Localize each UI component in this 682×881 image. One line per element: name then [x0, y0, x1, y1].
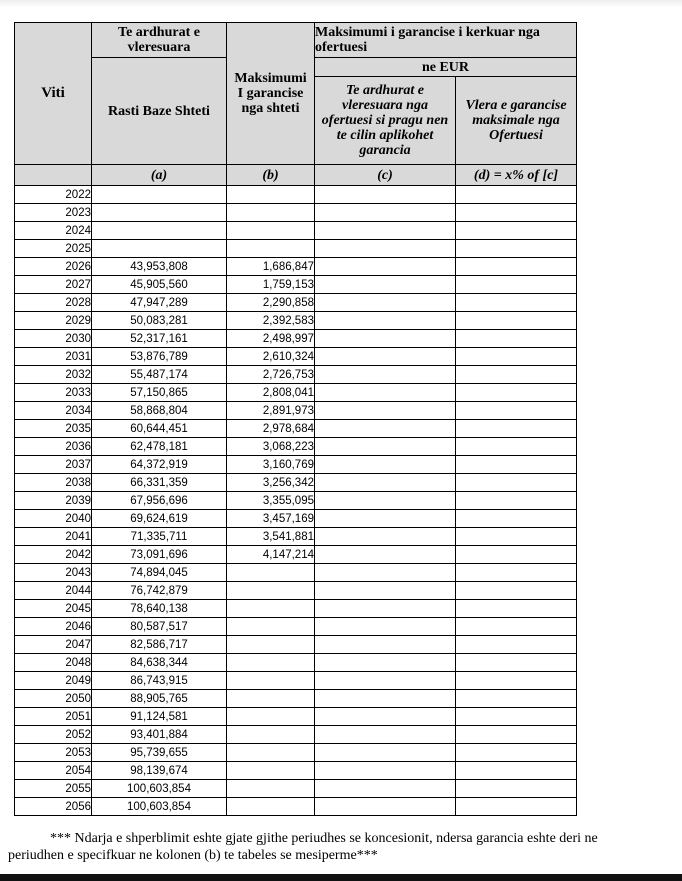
- rasti-baze-cell: 73,091,696: [92, 546, 227, 564]
- table-row: [15, 528, 577, 546]
- header-te-ardhurat-group: Te ardhurat e vleresuara: [92, 23, 227, 58]
- maksimumi-shteti-cell: [227, 726, 315, 744]
- rasti-baze-cell: 100,603,854: [92, 798, 227, 816]
- ofertuesi-guarantee-cell: [456, 654, 577, 672]
- maksimumi-shteti-cell: 2,610,324: [227, 348, 315, 366]
- ofertuesi-guarantee-cell: [456, 366, 577, 384]
- ofertuesi-threshold-cell: [315, 402, 456, 420]
- year-cell: 2051: [15, 708, 92, 726]
- table-row: [15, 708, 577, 726]
- table-row: [15, 294, 577, 312]
- rasti-baze-cell: 95,739,655: [92, 744, 227, 762]
- maksimumi-shteti-cell: 2,392,583: [227, 312, 315, 330]
- table-body: [15, 186, 577, 816]
- ofertuesi-threshold-cell: [315, 258, 456, 276]
- ofertuesi-threshold-cell: [315, 708, 456, 726]
- ofertuesi-threshold-cell: [315, 690, 456, 708]
- year-cell: 2029: [15, 312, 92, 330]
- bottom-bar: [0, 874, 682, 881]
- maksimumi-shteti-cell: 3,355,095: [227, 492, 315, 510]
- table-row: [15, 690, 577, 708]
- maksimumi-shteti-cell: [227, 204, 315, 222]
- ofertuesi-guarantee-cell: [456, 348, 577, 366]
- maksimumi-shteti-cell: [227, 564, 315, 582]
- year-cell: 2045: [15, 600, 92, 618]
- ofertuesi-threshold-cell: [315, 654, 456, 672]
- rasti-baze-cell: 80,587,517: [92, 618, 227, 636]
- ofertuesi-threshold-cell: [315, 204, 456, 222]
- table-row: [15, 438, 577, 456]
- table-row: [15, 240, 577, 258]
- ofertuesi-threshold-cell: [315, 474, 456, 492]
- table-row: [15, 780, 577, 798]
- maksimumi-shteti-cell: 2,978,684: [227, 420, 315, 438]
- maksimumi-shteti-cell: [227, 600, 315, 618]
- maksimumi-shteti-cell: 2,891,973: [227, 402, 315, 420]
- rasti-baze-cell: 60,644,451: [92, 420, 227, 438]
- header-label-b: (b): [227, 165, 315, 186]
- header-currency: ne EUR: [315, 58, 577, 77]
- header-col-d: Vlera e garancise maksimale nga Ofertuesi: [456, 77, 577, 165]
- maksimumi-shteti-cell: [227, 636, 315, 654]
- footnote: *** Ndarja e shperblimit eshte gjate gjithe periudhes se koncesionit, ndersa garancia eshte deri ne periudhen e specifkuar ne kolonen (b) te tabeles se mesiperme***: [8, 831, 598, 863]
- ofertuesi-threshold-cell: [315, 564, 456, 582]
- ofertuesi-threshold-cell: [315, 600, 456, 618]
- rasti-baze-cell: 50,083,281: [92, 312, 227, 330]
- maksimumi-shteti-cell: 4,147,214: [227, 546, 315, 564]
- ofertuesi-guarantee-cell: [456, 438, 577, 456]
- rasti-baze-cell: 57,150,865: [92, 384, 227, 402]
- ofertuesi-guarantee-cell: [456, 402, 577, 420]
- ofertuesi-guarantee-cell: [456, 690, 577, 708]
- ofertuesi-guarantee-cell: [456, 708, 577, 726]
- ofertuesi-guarantee-cell: [456, 492, 577, 510]
- rasti-baze-cell: 74,894,045: [92, 564, 227, 582]
- table-row: [15, 654, 577, 672]
- rasti-baze-cell: 78,640,138: [92, 600, 227, 618]
- year-cell: 2025: [15, 240, 92, 258]
- table-row: [15, 204, 577, 222]
- ofertuesi-guarantee-cell: [456, 456, 577, 474]
- rasti-baze-cell: 82,586,717: [92, 636, 227, 654]
- maksimumi-shteti-cell: 3,256,342: [227, 474, 315, 492]
- maksimumi-shteti-cell: [227, 690, 315, 708]
- year-cell: 2047: [15, 636, 92, 654]
- year-cell: 2054: [15, 762, 92, 780]
- table-row: [15, 546, 577, 564]
- maksimumi-shteti-cell: 2,498,997: [227, 330, 315, 348]
- ofertuesi-threshold-cell: [315, 294, 456, 312]
- year-cell: 2031: [15, 348, 92, 366]
- header-label-d: (d) = x% of [c]: [456, 165, 577, 186]
- year-cell: 2046: [15, 618, 92, 636]
- maksimumi-shteti-cell: 3,068,223: [227, 438, 315, 456]
- rasti-baze-cell: [92, 222, 227, 240]
- rasti-baze-cell: 43,953,808: [92, 258, 227, 276]
- ofertuesi-threshold-cell: [315, 798, 456, 816]
- ofertuesi-threshold-cell: [315, 240, 456, 258]
- ofertuesi-threshold-cell: [315, 384, 456, 402]
- table-row: [15, 600, 577, 618]
- table-row: [15, 492, 577, 510]
- maksimumi-shteti-cell: [227, 222, 315, 240]
- year-cell: 2043: [15, 564, 92, 582]
- rasti-baze-cell: 66,331,359: [92, 474, 227, 492]
- ofertuesi-threshold-cell: [315, 510, 456, 528]
- rasti-baze-cell: 58,868,804: [92, 402, 227, 420]
- year-cell: 2055: [15, 780, 92, 798]
- rasti-baze-cell: 69,624,619: [92, 510, 227, 528]
- year-cell: 2023: [15, 204, 92, 222]
- ofertuesi-threshold-cell: [315, 672, 456, 690]
- rasti-baze-cell: 55,487,174: [92, 366, 227, 384]
- ofertuesi-guarantee-cell: [456, 564, 577, 582]
- year-cell: 2044: [15, 582, 92, 600]
- year-cell: 2032: [15, 366, 92, 384]
- year-cell: 2048: [15, 654, 92, 672]
- table-row: [15, 186, 577, 204]
- ofertuesi-guarantee-cell: [456, 726, 577, 744]
- table-row: [15, 618, 577, 636]
- rasti-baze-cell: 100,603,854: [92, 780, 227, 798]
- year-cell: 2052: [15, 726, 92, 744]
- ofertuesi-guarantee-cell: [456, 294, 577, 312]
- year-cell: 2049: [15, 672, 92, 690]
- year-cell: 2026: [15, 258, 92, 276]
- maksimumi-shteti-cell: [227, 240, 315, 258]
- ofertuesi-guarantee-cell: [456, 672, 577, 690]
- table-row: [15, 348, 577, 366]
- year-cell: 2038: [15, 474, 92, 492]
- year-cell: 2024: [15, 222, 92, 240]
- maksimumi-shteti-cell: [227, 798, 315, 816]
- maksimumi-shteti-cell: 3,457,169: [227, 510, 315, 528]
- year-cell: 2030: [15, 330, 92, 348]
- rasti-baze-cell: [92, 204, 227, 222]
- ofertuesi-threshold-cell: [315, 528, 456, 546]
- table-row: [15, 456, 577, 474]
- ofertuesi-guarantee-cell: [456, 384, 577, 402]
- maksimumi-shteti-cell: 2,726,753: [227, 366, 315, 384]
- ofertuesi-threshold-cell: [315, 780, 456, 798]
- ofertuesi-guarantee-cell: [456, 636, 577, 654]
- table-row: [15, 672, 577, 690]
- ofertuesi-guarantee-cell: [456, 528, 577, 546]
- year-cell: 2053: [15, 744, 92, 762]
- year-cell: 2037: [15, 456, 92, 474]
- maksimumi-shteti-cell: [227, 654, 315, 672]
- table-row: [15, 384, 577, 402]
- ofertuesi-threshold-cell: [315, 312, 456, 330]
- maksimumi-shteti-cell: 3,160,769: [227, 456, 315, 474]
- year-cell: 2028: [15, 294, 92, 312]
- ofertuesi-threshold-cell: [315, 222, 456, 240]
- year-cell: 2042: [15, 546, 92, 564]
- rasti-baze-cell: 52,317,161: [92, 330, 227, 348]
- header-viti: Viti: [15, 23, 92, 165]
- table-row: [15, 726, 577, 744]
- ofertuesi-guarantee-cell: [456, 510, 577, 528]
- table-row: [15, 420, 577, 438]
- ofertuesi-threshold-cell: [315, 456, 456, 474]
- rasti-baze-cell: 76,742,879: [92, 582, 227, 600]
- maksimumi-shteti-cell: [227, 582, 315, 600]
- table-row: [15, 762, 577, 780]
- ofertuesi-threshold-cell: [315, 582, 456, 600]
- ofertuesi-guarantee-cell: [456, 240, 577, 258]
- maksimumi-shteti-cell: 3,541,881: [227, 528, 315, 546]
- ofertuesi-guarantee-cell: [456, 330, 577, 348]
- rasti-baze-cell: 53,876,789: [92, 348, 227, 366]
- maksimumi-shteti-cell: [227, 708, 315, 726]
- rasti-baze-cell: 84,638,344: [92, 654, 227, 672]
- ofertuesi-guarantee-cell: [456, 780, 577, 798]
- table-row: [15, 510, 577, 528]
- maksimumi-shteti-cell: [227, 186, 315, 204]
- ofertuesi-guarantee-cell: [456, 474, 577, 492]
- ofertuesi-guarantee-cell: [456, 222, 577, 240]
- rasti-baze-cell: 86,743,915: [92, 672, 227, 690]
- maksimumi-shteti-cell: [227, 672, 315, 690]
- maksimumi-shteti-cell: 2,808,041: [227, 384, 315, 402]
- ofertuesi-threshold-cell: [315, 366, 456, 384]
- ofertuesi-threshold-cell: [315, 762, 456, 780]
- table-row: [15, 330, 577, 348]
- year-cell: 2039: [15, 492, 92, 510]
- rasti-baze-cell: 45,905,560: [92, 276, 227, 294]
- table-row: [15, 276, 577, 294]
- header-maksimumi-shteti: Maksimumi I garancise nga shteti: [227, 23, 315, 165]
- year-cell: 2040: [15, 510, 92, 528]
- ofertuesi-threshold-cell: [315, 636, 456, 654]
- table-row: [15, 636, 577, 654]
- year-cell: 2027: [15, 276, 92, 294]
- ofertuesi-threshold-cell: [315, 744, 456, 762]
- table-row: [15, 582, 577, 600]
- rasti-baze-cell: 47,947,289: [92, 294, 227, 312]
- table-row: [15, 744, 577, 762]
- header-label-c: (c): [315, 165, 456, 186]
- rasti-baze-cell: 88,905,765: [92, 690, 227, 708]
- maksimumi-shteti-cell: [227, 618, 315, 636]
- header-col-c: Te ardhurat e vleresuara nga ofertuesi si pragu nen te cilin aplikohet garancia: [315, 77, 456, 165]
- year-cell: 2033: [15, 384, 92, 402]
- rasti-baze-cell: 71,335,711: [92, 528, 227, 546]
- rasti-baze-cell: [92, 240, 227, 258]
- ofertuesi-threshold-cell: [315, 330, 456, 348]
- table-row: [15, 564, 577, 582]
- header-rasti-baze: Rasti Baze Shteti: [92, 58, 227, 165]
- table-row: [15, 258, 577, 276]
- maksimumi-shteti-cell: 1,759,153: [227, 276, 315, 294]
- ofertuesi-guarantee-cell: [456, 312, 577, 330]
- ofertuesi-threshold-cell: [315, 420, 456, 438]
- maksimumi-shteti-cell: 2,290,858: [227, 294, 315, 312]
- year-cell: 2034: [15, 402, 92, 420]
- rasti-baze-cell: 98,139,674: [92, 762, 227, 780]
- year-cell: 2041: [15, 528, 92, 546]
- rasti-baze-cell: [92, 186, 227, 204]
- ofertuesi-guarantee-cell: [456, 186, 577, 204]
- guarantee-table: [14, 22, 577, 816]
- table-row: [15, 474, 577, 492]
- ofertuesi-guarantee-cell: [456, 546, 577, 564]
- maksimumi-shteti-cell: [227, 744, 315, 762]
- ofertuesi-guarantee-cell: [456, 744, 577, 762]
- ofertuesi-guarantee-cell: [456, 420, 577, 438]
- ofertuesi-guarantee-cell: [456, 276, 577, 294]
- table-row: [15, 366, 577, 384]
- ofertuesi-guarantee-cell: [456, 798, 577, 816]
- year-cell: 2036: [15, 438, 92, 456]
- table-row: [15, 798, 577, 816]
- ofertuesi-threshold-cell: [315, 186, 456, 204]
- table-row: [15, 222, 577, 240]
- header-label-a: (a): [92, 165, 227, 186]
- header-label-viti: [15, 165, 92, 186]
- table-row: [15, 312, 577, 330]
- ofertuesi-guarantee-cell: [456, 204, 577, 222]
- ofertuesi-guarantee-cell: [456, 258, 577, 276]
- rasti-baze-cell: 93,401,884: [92, 726, 227, 744]
- header-maksimumi-ofertuesi-group: Maksimumi i garancise i kerkuar nga ofertuesi: [315, 23, 577, 58]
- year-cell: 2056: [15, 798, 92, 816]
- ofertuesi-threshold-cell: [315, 438, 456, 456]
- table-header: [15, 23, 577, 186]
- rasti-baze-cell: 64,372,919: [92, 456, 227, 474]
- table-row: [15, 402, 577, 420]
- rasti-baze-cell: 67,956,696: [92, 492, 227, 510]
- year-cell: 2050: [15, 690, 92, 708]
- maksimumi-shteti-cell: [227, 780, 315, 798]
- ofertuesi-threshold-cell: [315, 618, 456, 636]
- page-top-shadow: [0, 0, 682, 8]
- rasti-baze-cell: 62,478,181: [92, 438, 227, 456]
- ofertuesi-guarantee-cell: [456, 582, 577, 600]
- ofertuesi-guarantee-cell: [456, 618, 577, 636]
- ofertuesi-guarantee-cell: [456, 600, 577, 618]
- maksimumi-shteti-cell: [227, 762, 315, 780]
- maksimumi-shteti-cell: 1,686,847: [227, 258, 315, 276]
- year-cell: 2035: [15, 420, 92, 438]
- ofertuesi-threshold-cell: [315, 492, 456, 510]
- ofertuesi-threshold-cell: [315, 546, 456, 564]
- year-cell: 2022: [15, 186, 92, 204]
- ofertuesi-guarantee-cell: [456, 762, 577, 780]
- ofertuesi-threshold-cell: [315, 348, 456, 366]
- ofertuesi-threshold-cell: [315, 726, 456, 744]
- rasti-baze-cell: 91,124,581: [92, 708, 227, 726]
- ofertuesi-threshold-cell: [315, 276, 456, 294]
